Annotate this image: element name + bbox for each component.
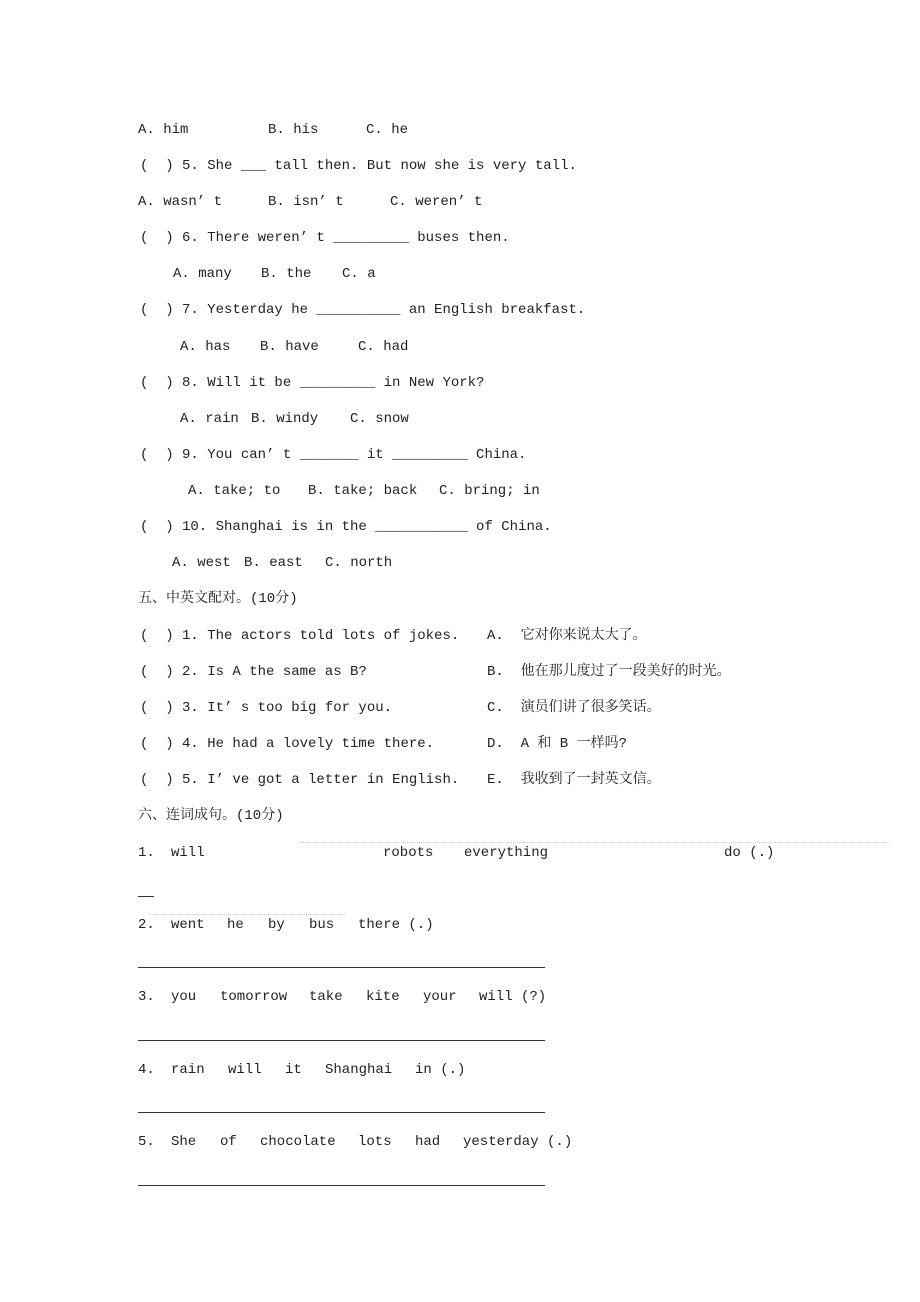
question-10: ( ) 10. Shanghai is in the ___________ of China. [140, 519, 552, 535]
word: kite [366, 989, 400, 1005]
question-8: ( ) 8. Will it be _________ in New York? [140, 375, 485, 391]
word: went [171, 917, 205, 933]
section-5-title: 五、中英文配对。(10分) [138, 591, 298, 607]
answer-line[interactable] [138, 1185, 545, 1186]
option: A. has [180, 339, 231, 355]
option: C. had [358, 339, 409, 355]
option: B. east [244, 555, 303, 571]
item-number: 1. [138, 845, 155, 861]
option: C. north [325, 555, 393, 571]
match-english: ( ) 1. The actors told lots of jokes. [140, 628, 460, 644]
question-5: ( ) 5. She ___ tall then. But now she is very tall. [140, 158, 577, 174]
word: Shanghai [325, 1062, 393, 1078]
word: there (.) [358, 917, 434, 933]
word: take [309, 989, 343, 1005]
word: you [171, 989, 197, 1005]
option: C. snow [350, 411, 409, 427]
option: A. rain [180, 411, 239, 427]
item-number: 5. [138, 1134, 155, 1150]
word: had [415, 1134, 441, 1150]
question-9: ( ) 9. You can’ t _______ it _________ China. [140, 447, 527, 463]
word: She [171, 1134, 197, 1150]
word: chocolate [260, 1134, 336, 1150]
word: he [227, 917, 244, 933]
option: A. wasn’ t [138, 194, 223, 210]
option: B. have [260, 339, 319, 355]
match-english: ( ) 4. He had a lovely time there. [140, 736, 435, 752]
option: C. bring; in [439, 483, 540, 499]
word: will [228, 1062, 262, 1078]
word: will [171, 845, 205, 861]
item-number: 3. [138, 989, 155, 1005]
item-number: 2. [138, 917, 155, 933]
option: C. weren’ t [390, 194, 483, 210]
word: will (?) [479, 989, 547, 1005]
option: A. take; to [188, 483, 281, 499]
word: yesterday (.) [463, 1134, 573, 1150]
option: B. his [268, 122, 319, 138]
answer-line[interactable] [138, 896, 154, 897]
word: bus [309, 917, 335, 933]
match-chinese: A. 它对你来说太大了。 [487, 628, 647, 644]
question-6: ( ) 6. There weren’ t _________ buses then. [140, 230, 510, 246]
option: B. isn’ t [268, 194, 344, 210]
answer-line[interactable] [138, 967, 545, 968]
word: in (.) [415, 1062, 466, 1078]
word: of [220, 1134, 237, 1150]
option: A. many [173, 266, 232, 282]
option: C. he [366, 122, 409, 138]
option: A. west [172, 555, 231, 571]
question-7: ( ) 7. Yesterday he __________ an English breakfast. [140, 302, 586, 318]
match-english: ( ) 5. I’ ve got a letter in English. [140, 772, 460, 788]
option: A. him [138, 122, 189, 138]
word: everything [464, 845, 549, 861]
word: it [285, 1062, 302, 1078]
word: rain [171, 1062, 205, 1078]
section-6-title: 六、连词成句。(10分) [138, 808, 284, 824]
word: tomorrow [220, 989, 288, 1005]
word: lots [358, 1134, 392, 1150]
option: B. take; back [308, 483, 418, 499]
word: your [423, 989, 457, 1005]
word: do (.) [724, 845, 775, 861]
word: robots [383, 845, 434, 861]
answer-line[interactable] [138, 1112, 545, 1113]
word: by [268, 917, 285, 933]
match-chinese: C. 演员们讲了很多笑话。 [487, 700, 661, 716]
option: C. a [342, 266, 376, 282]
item-number: 4. [138, 1062, 155, 1078]
match-chinese: E. 我收到了一封英文信。 [487, 772, 661, 788]
match-english: ( ) 2. Is A the same as B? [140, 664, 367, 680]
option: B. windy [251, 411, 319, 427]
match-chinese: D. A 和 B 一样吗? [487, 736, 628, 752]
option: B. the [261, 266, 312, 282]
match-chinese: B. 他在那儿度过了一段美好的时光。 [487, 664, 731, 680]
answer-line[interactable] [138, 1040, 545, 1041]
match-english: ( ) 3. It’ s too big for you. [140, 700, 393, 716]
